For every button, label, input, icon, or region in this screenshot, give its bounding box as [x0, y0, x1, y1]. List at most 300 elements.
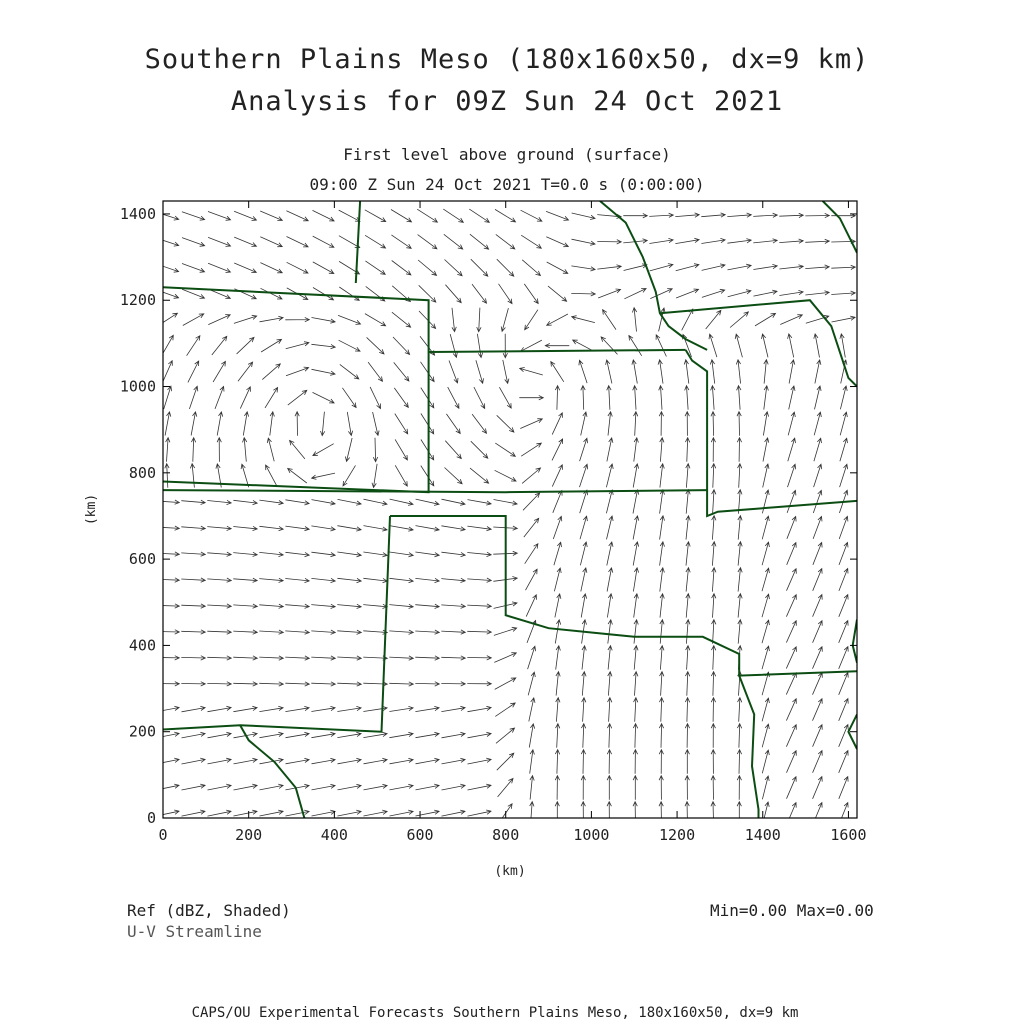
wind-vector — [312, 758, 336, 764]
wind-vector — [182, 758, 206, 764]
wind-vector — [474, 387, 485, 408]
wind-vector — [526, 569, 538, 590]
wind-vector — [285, 578, 309, 582]
wind-vector — [164, 386, 172, 409]
wind-vector — [736, 360, 740, 384]
wind-vector — [522, 260, 540, 276]
wind-vector — [762, 724, 769, 747]
wind-vector — [786, 699, 796, 721]
wind-vector — [468, 810, 492, 816]
wind-vector — [156, 706, 180, 712]
wind-vector — [524, 518, 539, 537]
wind-vector — [156, 784, 180, 790]
wind-vector — [633, 386, 637, 410]
wind-vector — [389, 706, 413, 711]
wind-vector — [701, 213, 725, 217]
wind-vector — [607, 802, 611, 826]
wind-vector — [370, 387, 380, 409]
wind-vector — [394, 388, 408, 408]
chart-title-line1: Southern Plains Meso (180x160x50, dx=9 km) — [144, 44, 870, 75]
wind-vector — [607, 724, 611, 748]
wind-vector — [468, 784, 492, 790]
wind-vector — [472, 414, 486, 433]
wind-vector — [337, 630, 361, 634]
wind-vector — [259, 578, 283, 582]
wind-vector — [155, 604, 179, 608]
wind-vector — [259, 604, 283, 608]
wind-vector — [286, 367, 309, 376]
wind-vector — [212, 336, 227, 355]
wind-vector — [634, 412, 638, 436]
wind-vector — [181, 578, 205, 582]
wind-vector — [477, 308, 481, 332]
wind-vector — [682, 309, 693, 330]
wind-vector — [607, 516, 614, 539]
wind-vector — [633, 750, 637, 774]
wind-vector — [389, 630, 413, 634]
wind-vector — [285, 656, 309, 660]
y-axis-label: (km) — [84, 493, 99, 526]
wind-vector — [624, 264, 647, 271]
wind-vector — [495, 678, 516, 690]
wind-vector — [737, 724, 741, 748]
wind-vector — [840, 438, 848, 461]
wind-vector — [520, 419, 542, 429]
wind-vector — [572, 316, 595, 323]
wind-vector — [321, 412, 325, 436]
wind-vector — [530, 776, 534, 800]
wind-vector — [389, 552, 413, 557]
wind-vector — [632, 360, 637, 384]
wind-vector — [685, 412, 689, 436]
wind-vector — [839, 569, 848, 591]
wind-vector — [182, 732, 206, 738]
wind-vector — [312, 369, 336, 375]
state-boundary-line — [853, 620, 857, 663]
wind-vector — [364, 526, 388, 532]
wind-vector — [787, 569, 797, 591]
wind-vector — [660, 490, 665, 514]
wind-vector — [476, 360, 484, 383]
wind-vector — [608, 698, 612, 722]
wind-vector — [686, 594, 690, 618]
wind-vector — [441, 526, 465, 531]
wind-vector — [286, 784, 310, 790]
wind-vector — [155, 578, 179, 582]
wind-vector — [685, 438, 689, 462]
wind-vector — [313, 262, 334, 274]
wind-vector — [337, 706, 361, 711]
wind-vector — [649, 213, 673, 217]
wind-vector — [762, 802, 769, 825]
wind-vector — [415, 656, 439, 660]
wind-vector — [529, 698, 535, 722]
wind-vector — [311, 682, 335, 686]
wind-vector — [446, 414, 460, 434]
wind-vector — [548, 286, 567, 301]
wind-vector — [443, 209, 463, 222]
wind-vector — [207, 682, 231, 686]
wind-vector — [581, 776, 585, 800]
wind-vector — [525, 544, 538, 564]
state-boundaries — [163, 201, 857, 818]
wind-vector — [190, 464, 194, 488]
wind-vector — [165, 464, 169, 488]
wind-vector — [392, 261, 411, 275]
wind-vector — [452, 308, 456, 332]
wind-vector — [633, 490, 639, 514]
wind-vector — [608, 672, 612, 696]
chart-subtitle-level: First level above ground (surface) — [343, 145, 671, 164]
wind-vector — [649, 238, 673, 243]
wind-vector — [444, 234, 463, 249]
wind-vector — [634, 620, 638, 644]
wind-vector — [521, 235, 541, 248]
wind-vector — [787, 751, 797, 773]
wind-vector — [390, 784, 414, 790]
wind-vector — [389, 656, 413, 660]
wind-vector — [471, 441, 488, 458]
wind-vector — [339, 340, 360, 351]
wind-vector — [738, 620, 742, 644]
wind-vector — [342, 388, 356, 408]
wind-vector — [233, 578, 257, 582]
wind-vector — [786, 595, 796, 617]
wind-vector — [243, 438, 247, 462]
wind-vector — [608, 646, 612, 670]
wind-vector — [762, 542, 769, 565]
wind-vector — [188, 361, 199, 382]
wind-vector — [286, 211, 308, 221]
wind-vector — [763, 412, 768, 436]
wind-vector — [157, 313, 177, 326]
wind-vector — [529, 724, 534, 748]
wind-vector — [260, 263, 282, 273]
state-boundary-line — [163, 287, 429, 492]
streamline-label: U-V Streamline — [127, 922, 262, 941]
wind-vector — [581, 386, 585, 410]
wind-vector — [259, 706, 283, 711]
wind-vector — [581, 594, 587, 618]
wind-vector — [155, 682, 179, 686]
wind-vector — [182, 784, 206, 790]
wind-vector — [832, 316, 856, 322]
wind-vector — [581, 802, 585, 826]
wind-vector — [788, 412, 795, 435]
wind-vector — [389, 604, 413, 608]
wind-vector — [207, 526, 231, 530]
wind-vector — [582, 672, 586, 696]
wind-vector — [685, 386, 689, 410]
wind-vector — [727, 239, 751, 244]
wind-vector — [441, 552, 465, 557]
wind-vector — [546, 211, 568, 220]
wind-vector — [555, 620, 560, 644]
wind-vector — [813, 621, 823, 643]
wind-vector — [441, 604, 465, 608]
wind-vector — [345, 438, 352, 461]
wind-vector — [365, 261, 385, 275]
wind-vector — [337, 578, 361, 582]
wind-vector — [712, 620, 716, 644]
wind-vector — [372, 464, 377, 488]
wind-vector — [260, 732, 284, 737]
wind-vector — [207, 656, 231, 660]
wind-vector — [606, 464, 613, 487]
chart-title-line2: Analysis for 09Z Sun 24 Oct 2021 — [230, 86, 784, 117]
wind-vector — [347, 412, 352, 436]
y-tick-label: 600 — [128, 550, 156, 569]
wind-vector — [658, 360, 663, 384]
x-tick-label: 1600 — [830, 826, 867, 844]
wind-vector — [701, 238, 725, 243]
wind-vector — [839, 543, 848, 565]
state-boundary-line — [823, 201, 857, 253]
wind-vector — [813, 725, 823, 747]
wind-vector — [607, 776, 611, 800]
wind-vector — [633, 464, 639, 488]
wind-vector — [338, 758, 362, 764]
wind-vector — [712, 490, 716, 514]
wind-vector — [156, 290, 179, 299]
wind-vector — [311, 578, 335, 582]
wind-vector — [813, 569, 822, 591]
wind-vector — [497, 259, 514, 276]
wind-vector — [710, 360, 714, 384]
wind-vector — [290, 440, 305, 459]
wind-vector — [499, 284, 513, 304]
wind-vector — [787, 803, 797, 825]
wind-vector — [607, 568, 613, 592]
wind-vector — [762, 646, 769, 669]
wind-vector — [840, 412, 847, 435]
y-tick-label: 1000 — [119, 377, 156, 396]
wind-vector — [608, 620, 613, 644]
wind-vector — [285, 604, 309, 608]
y-tick-label: 400 — [128, 636, 156, 655]
wind-vector — [416, 758, 440, 764]
wind-vector — [259, 500, 283, 505]
wind-vector — [607, 542, 613, 565]
wind-vector — [762, 594, 769, 617]
wind-vector — [753, 213, 777, 217]
wind-vector — [523, 493, 540, 510]
state-boundary-line — [686, 350, 857, 516]
wind-vector — [497, 753, 514, 770]
wind-vector — [786, 673, 796, 695]
wind-vector — [285, 706, 309, 711]
state-boundary-line — [356, 201, 360, 283]
x-tick-label: 1400 — [744, 826, 781, 844]
wind-vector — [260, 810, 284, 816]
wind-vector — [286, 758, 310, 764]
wind-vector — [571, 292, 595, 296]
wind-vector — [580, 542, 587, 565]
wind-vector — [181, 656, 205, 660]
wind-vector — [468, 706, 492, 711]
wind-vector — [311, 604, 335, 608]
wind-vector — [338, 315, 360, 324]
wind-vector — [208, 732, 232, 738]
wind-vector — [815, 386, 822, 409]
wind-vector — [519, 396, 543, 400]
wind-vector — [259, 630, 283, 634]
wind-vector — [445, 285, 461, 303]
wind-vector — [556, 646, 561, 670]
wind-vector — [441, 706, 465, 711]
wind-vector — [363, 604, 387, 608]
wind-vector — [580, 516, 587, 539]
wind-vector — [814, 334, 820, 358]
wind-vector — [737, 776, 741, 800]
x-tick-label: 0 — [158, 826, 168, 844]
wind-vector — [191, 412, 197, 436]
wind-vector — [337, 552, 361, 557]
wind-vector — [339, 287, 359, 300]
wind-vector — [208, 263, 230, 272]
wind-vector — [805, 213, 829, 217]
wind-vector — [445, 441, 461, 459]
wind-vector — [660, 568, 665, 592]
wind-vector — [207, 500, 231, 504]
wind-vector — [208, 784, 232, 790]
wind-vector — [338, 810, 362, 816]
wind-vector — [285, 526, 309, 531]
wind-vector — [556, 698, 560, 722]
wind-vector — [572, 213, 595, 220]
wind-vector — [233, 500, 257, 504]
wind-vector — [813, 673, 823, 695]
wind-vector — [416, 732, 440, 737]
wind-vector — [233, 682, 257, 686]
wind-vector — [702, 289, 725, 297]
wind-vector — [416, 499, 439, 505]
wind-vector — [839, 803, 848, 825]
wind-vector — [789, 386, 795, 409]
wind-vector — [285, 500, 309, 505]
wind-vector — [711, 386, 715, 410]
wind-vector — [634, 646, 638, 670]
wind-vector — [415, 706, 439, 711]
wind-vector — [633, 724, 637, 748]
wind-vector — [166, 438, 170, 462]
wind-vector — [498, 779, 513, 797]
wind-vector — [633, 542, 639, 566]
wind-vector — [763, 438, 769, 462]
wind-vector — [686, 542, 690, 566]
wind-vector — [233, 526, 257, 530]
wind-vector — [233, 706, 257, 711]
wind-vector — [686, 568, 690, 592]
wind-vector — [555, 594, 561, 618]
wind-vector — [208, 758, 232, 764]
wind-vector — [634, 672, 638, 696]
wind-vector — [287, 262, 308, 273]
wind-vector — [415, 630, 439, 634]
wind-vector — [522, 468, 540, 483]
wind-vector — [415, 604, 439, 608]
wind-vector — [243, 412, 248, 436]
footer-caption: CAPS/OU Experimental Forecasts Southern Plains Meso, 180x160x50, dx=9 km — [191, 1005, 799, 1021]
wind-vector — [762, 568, 769, 591]
wind-vector — [581, 724, 585, 748]
wind-vector — [528, 646, 536, 669]
wind-vector — [156, 810, 180, 816]
x-tick-label: 1000 — [573, 826, 610, 844]
wind-vector — [839, 751, 848, 773]
wind-vector — [788, 464, 796, 487]
wind-vector — [787, 517, 796, 539]
wind-vector — [442, 732, 466, 738]
y-tick-label: 1200 — [119, 291, 156, 310]
wind-vector — [711, 698, 715, 722]
wind-vector — [441, 630, 465, 634]
wind-vector — [606, 490, 613, 513]
wind-vector — [763, 464, 769, 487]
wind-vector — [839, 699, 849, 721]
y-tick-label: 200 — [128, 722, 156, 741]
wind-vector — [472, 284, 487, 303]
wind-vector — [582, 646, 586, 670]
wind-vector — [686, 490, 690, 514]
wind-vector — [737, 438, 741, 462]
wind-vector — [660, 438, 664, 462]
wind-vector — [555, 386, 559, 410]
wind-vector — [208, 315, 230, 325]
wind-vector — [521, 210, 542, 221]
wind-vector — [181, 552, 205, 556]
wind-vector — [234, 263, 256, 273]
wind-vector — [813, 777, 823, 799]
wind-vector — [156, 264, 179, 272]
wind-vector — [364, 784, 388, 790]
wind-vector — [470, 468, 489, 483]
wind-vector — [813, 803, 822, 825]
wind-vector — [839, 621, 848, 643]
wind-vector — [623, 214, 647, 218]
y-tick-label: 1400 — [119, 204, 156, 223]
wind-vector — [418, 235, 437, 249]
wind-vector — [470, 234, 489, 249]
y-tick-label: 0 — [146, 809, 156, 827]
wind-vector — [237, 337, 254, 354]
wind-vector — [266, 465, 277, 486]
wind-vector — [813, 647, 823, 669]
wind-vector — [337, 656, 361, 660]
wind-vector — [659, 698, 663, 722]
wind-vector — [270, 412, 275, 436]
state-boundary-line — [163, 516, 390, 732]
wind-vector — [389, 682, 413, 686]
wind-vector — [238, 362, 253, 381]
wind-vector — [417, 209, 437, 222]
wind-vector — [762, 750, 769, 773]
wind-vector — [580, 490, 588, 513]
wind-vector — [390, 526, 414, 532]
wind-vector — [711, 464, 715, 488]
wind-vector — [762, 516, 769, 539]
wind-vector — [337, 526, 361, 531]
wind-vector — [659, 776, 663, 800]
wind-vector — [603, 310, 616, 330]
wind-vector — [449, 361, 458, 383]
wind-vector — [155, 526, 179, 530]
wind-vector — [391, 235, 411, 249]
wind-vector — [753, 264, 777, 269]
wind-vector — [208, 212, 231, 221]
wind-vector — [182, 810, 206, 816]
wind-vector — [208, 810, 232, 816]
